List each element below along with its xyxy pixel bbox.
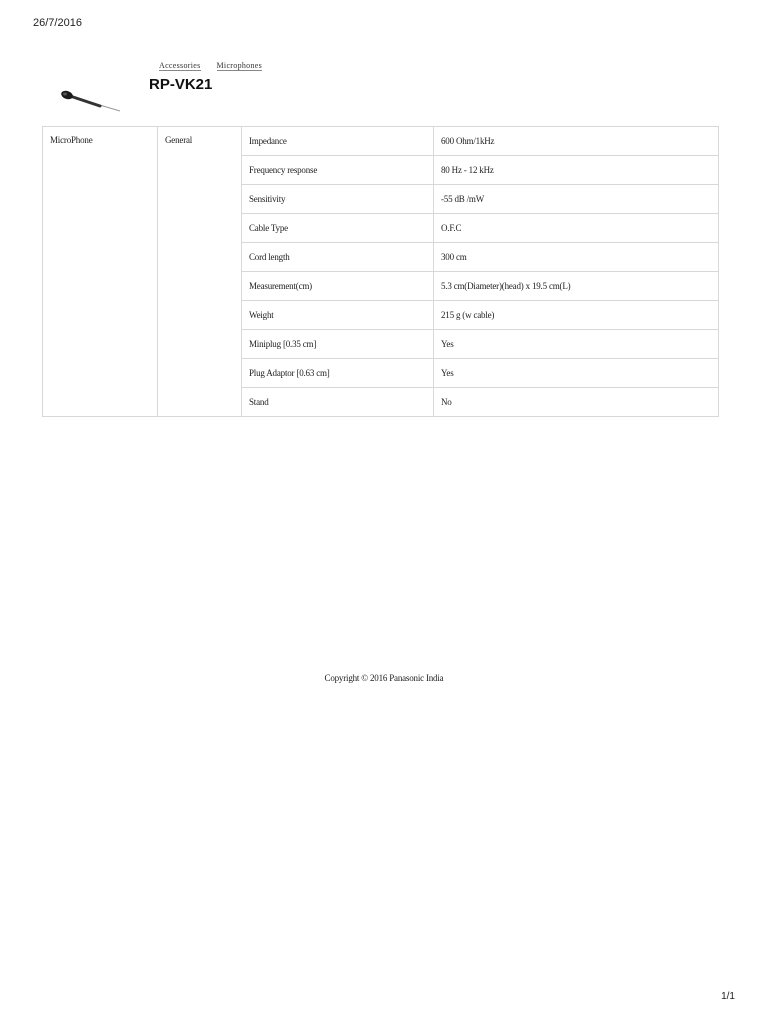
spec-value: 600 Ohm/1kHz [434,127,719,156]
page-number: 1/1 [721,991,735,1002]
spec-name: Sensitivity [242,185,434,214]
spec-name: Measurement(cm) [242,272,434,301]
print-date: 26/7/2016 [33,17,82,29]
breadcrumb-microphones-link[interactable]: Microphones [216,61,263,70]
spec-category: MicroPhone [43,127,158,417]
breadcrumb-accessories-link[interactable]: Accessories [159,61,201,70]
spec-value: No [434,388,719,417]
spec-value: 80 Hz - 12 kHz [434,156,719,185]
copyright-text: Copyright © 2016 Panasonic India [324,673,444,683]
spec-name: Cord length [242,243,434,272]
spec-value: 5.3 cm(Diameter)(head) x 19.5 cm(L) [434,272,719,301]
spec-subcategory: General [158,127,242,417]
spec-value: -55 dB /mW [434,185,719,214]
spec-value: 215 g (w cable) [434,301,719,330]
spec-value: Yes [434,330,719,359]
microphone-image [56,86,126,116]
breadcrumb [159,61,262,70]
spec-name: Miniplug [0.35 cm] [242,330,434,359]
spec-value: Yes [434,359,719,388]
spec-name: Frequency response [242,156,434,185]
spec-name: Impedance [242,127,434,156]
spec-value: O.F.C [434,214,719,243]
table-row [43,127,719,156]
spec-name: Stand [242,388,434,417]
specifications-table [42,126,719,417]
spec-name: Weight [242,301,434,330]
spec-name: Plug Adaptor [0.63 cm] [242,359,434,388]
product-title: RP-VK21 [149,76,213,93]
spec-value: 300 cm [434,243,719,272]
spec-name: Cable Type [242,214,434,243]
